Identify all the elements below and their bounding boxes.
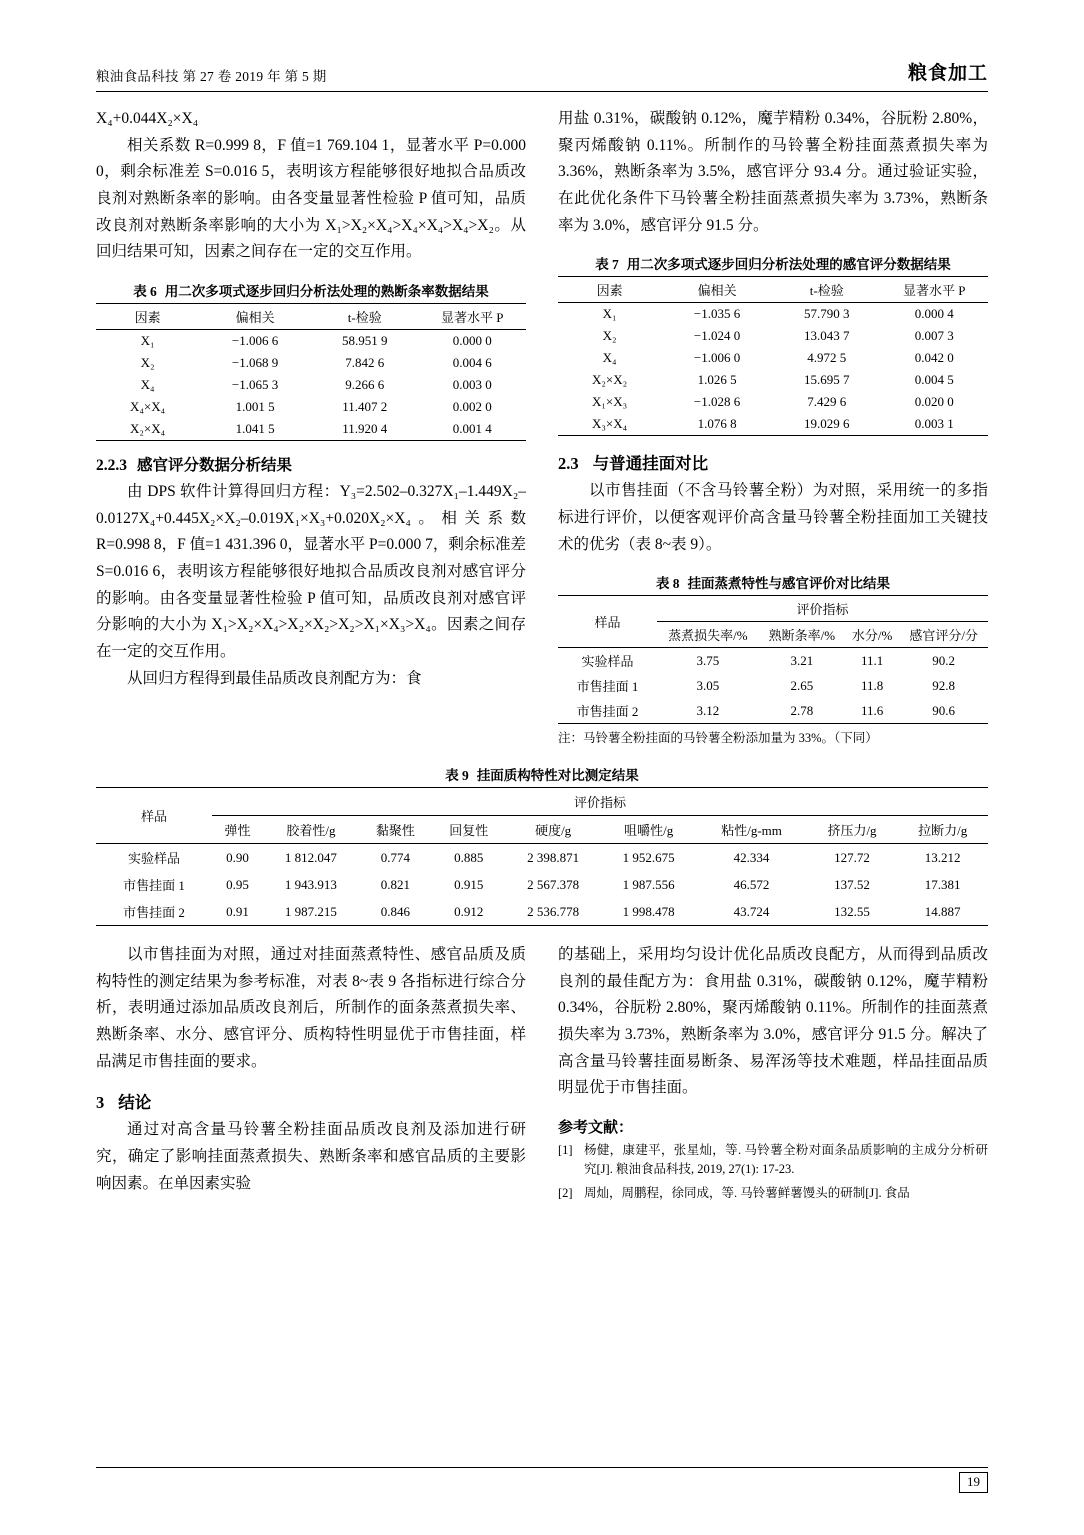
table7-r4c0: X₁×X₃ [592,394,628,410]
table9-r1c5: 2 567.378 [527,876,580,892]
table6-r1c1: −1.068 9 [231,354,279,370]
table6-r1c3: 0.004 6 [452,354,492,370]
table9-r0c3: 0.774 [380,849,410,865]
table-row [96,374,526,396]
table6-r0c1: −1.006 6 [231,332,279,348]
table9-header-sample: 样品 [96,788,212,844]
table7-r1c1: −1.024 0 [693,328,741,344]
table7-header-3: 显著水平 P [880,277,988,303]
table9-r0c4: 0.885 [454,849,484,865]
table7-r4c3: 0.020 0 [914,394,954,410]
table8-title: 挂面蒸煮特性与感官评价对比结果 [687,576,891,592]
table7-r0c1: −1.035 6 [693,306,741,322]
table-row [96,418,526,441]
table6-header-2: t-检验 [311,303,419,329]
page-number: 19 [959,1472,988,1493]
table9-block [96,764,988,926]
table7-r3c3: 0.004 5 [914,372,954,388]
table6-r0c3: 0.000 0 [452,332,492,348]
table7-r3c2: 15.695 7 [803,372,850,388]
table8-r1c3: 11.8 [860,677,884,693]
table9-r1c9: 17.381 [924,876,961,892]
table7-header-1: 偏相关 [661,277,773,303]
table9-header-2: 黏聚性 [359,816,432,844]
table7-r4c2: 7.429 6 [807,394,847,410]
section-2-3 [558,450,988,474]
reference-text: 周灿，周鹏程，徐同成，等. 马铃薯鲜薯馒头的研制[J]. 食品 [584,1185,910,1200]
section-3 [96,1089,526,1113]
table7-r1c2: 13.043 7 [803,328,850,344]
table7-header-2: t-检验 [773,277,881,303]
equation-tail: X₄+0.044X₂×X₄ [96,110,199,127]
table9-number: 表 9 [445,768,469,783]
table9-header-1: 胶着性/g [263,816,359,844]
table9-r2c7: 43.724 [733,903,770,919]
table6-r4c0: X₂×X₄ [130,420,166,436]
table6-r0c2: 58.951 9 [341,332,388,348]
table6-number: 表 6 [133,283,157,299]
reference-item [558,1141,988,1180]
table8-r1c0: 市售挂面 1 [576,679,639,695]
paragraph-formula-continued: 用盐 0.31%，碳酸钠 0.12%，魔芋精粉 0.34%，谷朊粉 2.80%，聚丙烯酸钠 0.11%。所制作的马铃薯全粉挂面蒸煮损失率为 3.36%，熟断条率为 3.5%，感官评分 93.4 分。通过验证实验，在此优化条件下马铃薯全粉挂面蒸煮损失率为 3.73%，熟断条率为 3.0%，感官评分 91.5 分。 [558,110,988,234]
table8 [558,595,988,724]
table7 [558,276,988,436]
table-row [558,413,988,436]
table6-r4c2: 11.920 4 [342,420,388,436]
paragraph-conclusion-1: 通过对高含量马铃薯全粉挂面品质改良剂及添加进行研究，确定了影响挂面蒸煮损失、熟断条率和感官品质的主要影响因素。在单因素实验 [96,1121,526,1192]
table6-r4c1: 1.041 5 [235,420,275,436]
section-2-3-title: 与普通挂面对比 [592,454,709,474]
table6-r2c1: −1.065 3 [231,376,279,392]
table7-r0c3: 0.000 4 [914,306,954,322]
bottom-left-column [96,942,526,1207]
table7-r5c2: 19.029 6 [803,416,850,432]
table9-r1c1: 0.95 [226,876,249,892]
table-row [558,698,988,724]
table9-r1c4: 0.915 [454,876,484,892]
table6-r2c0: X₄ [140,376,155,392]
table8-r2c4: 90.6 [932,702,955,718]
table8-header-group: 评价指标 [657,596,988,622]
table7-title: 用二次多项式逐步回归分析法处理的感官评分数据结果 [626,257,951,273]
table8-header-1: 熟断条率/% [759,622,845,648]
reference-number: [2] [558,1185,573,1200]
table8-r1c2: 2.65 [790,677,814,693]
table9-r2c0: 市售挂面 2 [123,905,185,920]
table6-r4c3: 0.001 4 [452,420,492,436]
table9-r0c2: 1 812.047 [284,849,337,865]
table8-r2c0: 市售挂面 2 [576,704,639,720]
table9-header-3: 回复性 [432,816,505,844]
table7-r2c0: X₄ [602,350,617,366]
table7-r1c0: X₂ [602,328,617,344]
paragraph-comparison-result: 以市售挂面为对照，通过对挂面蒸煮特性、感官品质及质构特性的测定结果为参考标准，对表 8~表 9 各指标进行综合分析，表明通过添加品质改良剂后，所制作的面条蒸煮损失率、熟断条率、水分、感官评分、质构特性明显优于市售挂面，样品满足市售挂面的要求。 [96,946,526,1070]
table8-r1c4: 92.8 [932,677,955,693]
page-footer [96,1467,988,1493]
table9-r2c9: 14.887 [924,903,961,919]
table7-r4c1: −1.028 6 [693,394,741,410]
table8-r0c2: 3.21 [790,652,814,668]
table9-r0c1: 0.90 [226,849,249,865]
table-row [558,673,988,698]
table6-r2c2: 9.266 6 [345,376,385,392]
table6-r0c0: X₁ [140,332,155,348]
table6 [96,303,526,441]
table9-r0c6: 1 952.675 [622,849,675,865]
table9-r2c6: 1 998.478 [622,903,675,919]
table9-header-group: 评价指标 [212,788,988,816]
table6-r3c0: X₄×X₄ [130,398,166,414]
table6-r3c2: 11.407 2 [342,398,388,414]
table6-r1c0: X₂ [140,354,155,370]
table9-r1c7: 46.572 [733,876,770,892]
references-title: 参考文献： [558,1119,634,1136]
table6-r1c2: 7.842 6 [345,354,385,370]
table9-header-7: 挤压力/g [807,816,898,844]
table7-r5c3: 0.003 1 [914,416,954,432]
table9-r2c2: 1 987.215 [284,903,337,919]
table8-header-0: 蒸煮损失率/% [657,622,759,648]
table7-r2c2: 4.972 5 [807,350,847,366]
table6-r2c3: 0.003 0 [452,376,492,392]
section-3-title: 结论 [118,1093,152,1113]
table-row [558,303,988,326]
table9-caption [96,764,988,784]
table-row [558,391,988,413]
table-row [96,352,526,374]
table-row [558,648,988,674]
table-row [96,329,526,352]
table7-r0c2: 57.790 3 [803,306,850,322]
bottom-right-column [558,942,988,1207]
table8-r0c3: 11.1 [860,652,884,668]
table8-r2c2: 2.78 [790,702,814,718]
table9-r0c0: 实验样品 [127,851,180,866]
table8-r1c1: 3.05 [696,677,720,693]
table-row [96,871,988,898]
table7-r1c3: 0.007 3 [914,328,954,344]
running-head-right: 粮食加工 [907,63,988,84]
table8-header-sample: 样品 [558,596,657,648]
table8-number: 表 8 [655,576,680,592]
table6-r3c3: 0.002 0 [452,398,492,414]
table9-r2c5: 2 536.778 [527,903,580,919]
table6-header-0: 因素 [96,303,199,329]
table-row [96,396,526,418]
table6-r3c1: 1.001 5 [235,398,275,414]
table7-r5c0: X₃×X₄ [592,416,628,432]
reference-item [558,1184,988,1203]
paragraph-conclusion-2: 的基础上，采用均匀设计优化品质改良配方，从而得到品质改良剂的最佳配方为：食用盐 0.31%，碳酸钠 0.12%，魔芋精粉 0.34%，谷朊粉 2.80%，聚丙烯酸钠 0.11%。所制作的挂面蒸煮损失率为 3.73%，熟断条率为 3.0%，感官评分 91.5 分。解决了高含量马铃薯挂面易断条、易浑汤等技术难题，样品挂面品质明显优于市售挂面。 [558,946,988,1097]
table9-header-6: 粘性/g-mm [696,816,806,844]
table-row [558,325,988,347]
table9-r1c2: 1 943.913 [284,876,337,892]
table6-header-1: 偏相关 [199,303,311,329]
table7-r2c3: 0.042 0 [914,350,954,366]
table9-header-5: 咀嚼性/g [601,816,697,844]
table9-r0c9: 13.212 [924,849,961,865]
table9-r0c7: 42.334 [733,849,770,865]
top-columns [96,106,988,748]
table9-r0c8: 127.72 [834,849,870,865]
paragraph-correlation: 相关系数 R=0.999 8，F 值=1 769.104 1，显著水平 P=0.000 0，剩余标准差 S=0.016 5，表明该方程能够很好地拟合品质改良剂对熟断条率的影响。由各变量显著性检验 P 值可知，品质改良剂对熟断条率影响的大小为 X₁>X₂×X₄>X₄×X₄>X₄>X₂。从回归结果可知，因素之间存在一定的交互作用。 [96,136,526,261]
reference-number: [1] [558,1142,573,1157]
table6-title: 用二次多项式逐步回归分析法处理的熟断条率数据结果 [164,283,489,299]
table9-r2c3: 0.846 [380,903,410,919]
table-row [558,347,988,369]
table9-r2c8: 132.55 [834,903,870,919]
paragraph-best-formula-intro: 从回归方程得到最佳品质改良剂配方为：食 [127,669,422,687]
table9-header-4: 硬度/g [505,816,601,844]
section-2-2-3-number: 2.2.3 [96,456,127,474]
table8-caption [558,572,988,592]
table8-r2c3: 11.6 [860,702,884,718]
table6-header-3: 显著水平 P [418,303,526,329]
table8-note: 注：马铃薯全粉挂面的马铃薯全粉添加量为 33%。（下同） [558,731,878,746]
table7-r5c1: 1.076 8 [697,416,737,432]
table9-title: 挂面质构特性对比测定结果 [476,768,639,783]
bottom-columns [96,942,988,1207]
right-column [558,106,988,748]
table8-header-2: 水分/% [845,622,899,648]
table9-r1c0: 市售挂面 1 [123,878,185,893]
left-column [96,106,526,748]
table-row [96,844,988,872]
running-head-left: 粮油食品科技 第 27 卷 2019 年 第 5 期 [96,69,327,84]
table9-header-0: 弹性 [212,816,263,844]
table-row [96,898,988,926]
table7-number: 表 7 [595,257,619,273]
table8-r0c4: 90.2 [932,652,955,668]
table8-r0c1: 3.75 [696,652,720,668]
table9-r1c3: 0.821 [380,876,410,892]
table9-r2c4: 0.912 [454,903,484,919]
section-3-number: 3 [96,1093,105,1113]
table7-r3c1: 1.026 5 [697,372,737,388]
table9-header-8: 拉断力/g [897,816,988,844]
table-row [558,369,988,391]
section-2-3-number: 2.3 [558,454,579,474]
table7-r3c0: X₂×X₂ [592,372,628,388]
table9 [96,787,988,926]
table9-r2c1: 0.91 [226,903,249,919]
table7-r0c0: X₁ [602,306,617,322]
table7-r2c1: −1.006 0 [693,350,741,366]
paragraph-comparison-intro: 以市售挂面（不含马铃薯全粉）为对照，采用统一的多指标进行评价，以便客观评价高含量马铃薯全粉挂面加工关键技术的优劣（表 8~表 9）。 [558,482,988,553]
table8-r0c0: 实验样品 [581,654,634,670]
reference-text: 杨健，康建平，张星灿，等. 马铃薯全粉对面条品质影响的主成分分析研究[J]. 粮油食品科技, 2019, 27(1): 17-23. [584,1142,988,1177]
table8-header-3: 感官评分/分 [899,622,988,648]
table7-header-0: 因素 [558,277,661,303]
table9-r0c5: 2 398.871 [527,849,580,865]
table7-caption [558,253,988,273]
section-2-2-3 [96,453,526,475]
table6-caption [96,280,526,300]
paragraph-sensory-analysis: 由 DPS 软件计算得回归方程：Y₃=2.502–0.327X₁–1.449X₂–0.0127X₄+0.445X₂×X₂–0.019X₁×X₃+0.020X₂×X₄。相关系数 R=0.998 8，F 值=1 431.396 0，显著水平 P=0.000 7，剩余标准差 S=0.016 6，表明该方程能够很好地拟合品质改良剂对感官评分的影响。由各变量显著性检验 P 值可知，品质改良剂对感官评分影响的大小为 X₁>X₂×X₄>X₂×X₂>X₂>X₁×X₃>X₄。因素之间存在一定的交互作用。 [96,482,526,660]
table9-r1c8: 137.52 [834,876,870,892]
table9-r1c6: 1 987.556 [622,876,675,892]
section-2-2-3-title: 感官评分数据分析结果 [137,456,293,474]
table8-r2c1: 3.12 [696,702,720,718]
running-head [96,58,988,92]
